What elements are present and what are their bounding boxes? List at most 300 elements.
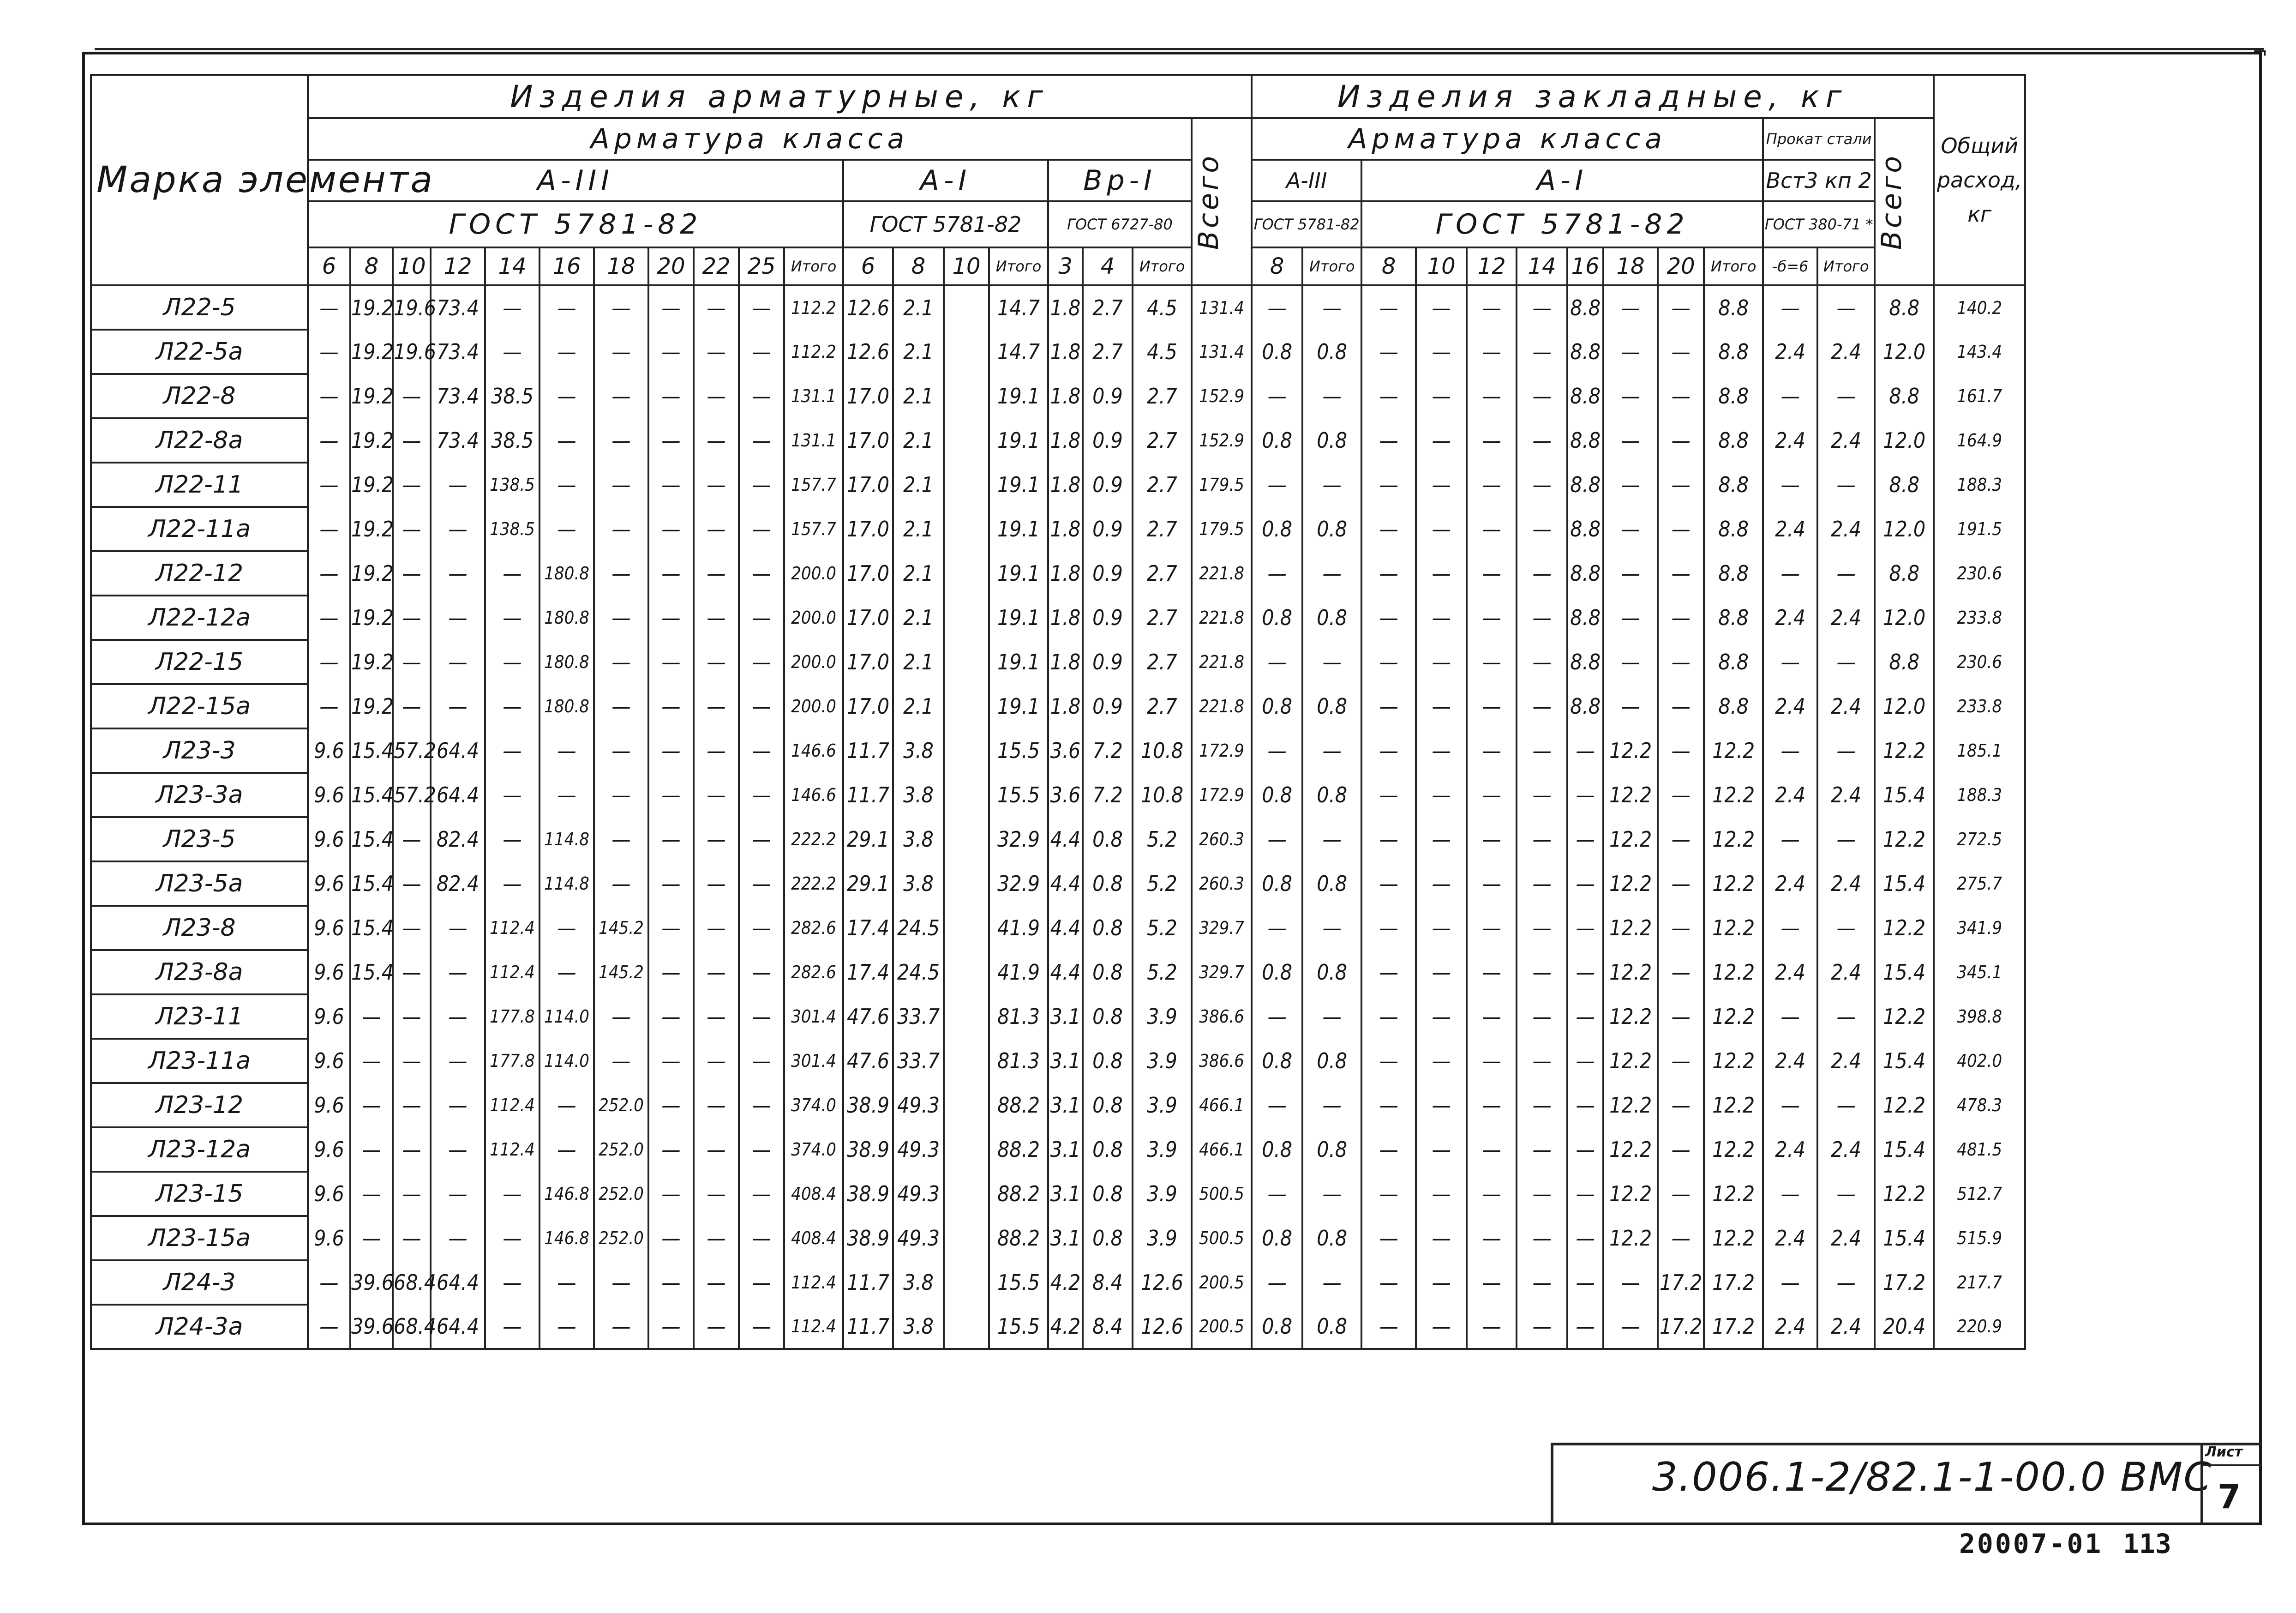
row-mark: Л22-12а [91, 596, 308, 640]
cell-value: — [1763, 994, 1817, 1039]
cell-value: — [1763, 285, 1817, 330]
cell-value: 11.7 [843, 1305, 893, 1349]
cell-value: — [1252, 640, 1302, 684]
cell-value: 2.4 [1763, 773, 1817, 817]
cell-value: — [393, 640, 431, 684]
col-header-arm-bp-4: 4 [1083, 247, 1133, 285]
cell-value: 7.2 [1083, 773, 1133, 817]
cell-value: 12.0 [1875, 596, 1934, 640]
cell-value: — [648, 374, 694, 418]
cell-value: — [485, 1260, 540, 1305]
mark-header: Марка элемента [91, 75, 308, 285]
cell-value: — [1361, 374, 1416, 418]
cell-value: — [1817, 463, 1875, 507]
cell-value: — [350, 1216, 393, 1260]
cell-value: — [694, 640, 739, 684]
cell-value: — [308, 596, 350, 640]
cell-value: 146.6 [784, 773, 843, 817]
cell-value: 3.1 [1048, 1083, 1083, 1127]
cell-value: — [431, 1172, 485, 1216]
cell-value: 8.8 [1567, 285, 1603, 330]
cell-value: 252.0 [594, 1083, 648, 1127]
cell-value: 466.1 [1192, 1083, 1252, 1127]
table-row [91, 418, 2025, 463]
cell-value: 221.8 [1192, 684, 1252, 728]
cell-value: — [393, 817, 431, 861]
table-row [91, 994, 2025, 1039]
cell-value: — [694, 463, 739, 507]
cell-value: 188.3 [1934, 463, 2025, 507]
cell-value: 12.2 [1704, 1127, 1763, 1172]
table-row [91, 1305, 2025, 1349]
cell-value: — [1467, 330, 1517, 374]
cell-value: 4.2 [1048, 1305, 1083, 1349]
cell-value: — [1361, 418, 1416, 463]
cell-value: — [594, 728, 648, 773]
cell-value: — [1567, 994, 1603, 1039]
cell-value: — [393, 551, 431, 596]
cell-value: — [431, 684, 485, 728]
cell-value: 0.8 [1252, 1039, 1302, 1083]
cell-value: 9.6 [308, 773, 350, 817]
cell-value [944, 1305, 989, 1349]
cell-value: 222.2 [784, 861, 843, 906]
cell-value: 12.0 [1875, 330, 1934, 374]
cell-value: 17.0 [843, 374, 893, 418]
cell-value: — [431, 507, 485, 551]
cell-value: 408.4 [784, 1216, 843, 1260]
cell-value: 8.8 [1567, 640, 1603, 684]
cell-value: 73.4 [431, 330, 485, 374]
cell-value: — [431, 950, 485, 994]
cell-value: — [1252, 728, 1302, 773]
cell-value: 15.5 [989, 773, 1048, 817]
row-mark: Л22-15а [91, 684, 308, 728]
cell-value: 8.8 [1704, 463, 1763, 507]
embedded-items-header: Изделия закладные, кг [1252, 75, 1934, 118]
cell-value: 9.6 [308, 1127, 350, 1172]
cell-value: — [694, 773, 739, 817]
cell-value: — [648, 861, 694, 906]
cell-value: — [739, 418, 784, 463]
cell-value: 8.8 [1567, 551, 1603, 596]
cell-value: — [1817, 1083, 1875, 1127]
cell-value: 0.9 [1083, 418, 1133, 463]
cell-value: 15.4 [350, 817, 393, 861]
cell-value: — [739, 1083, 784, 1127]
cell-value: 49.3 [893, 1127, 944, 1172]
cell-value: 2.7 [1133, 640, 1192, 684]
cell-value: — [1361, 906, 1416, 950]
cell-value: — [694, 1127, 739, 1172]
cell-value: — [1517, 463, 1567, 507]
cell-value: 19.6 [393, 330, 431, 374]
col-header-arm-a1-itogo: Итого [989, 247, 1048, 285]
cell-value: — [1817, 906, 1875, 950]
cell-value: — [1517, 551, 1567, 596]
cell-value: 3.9 [1133, 994, 1192, 1039]
cell-value: — [1603, 551, 1658, 596]
cell-value: — [594, 640, 648, 684]
col-header-arm-a3-8: 8 [350, 247, 393, 285]
cell-value: 73.4 [431, 374, 485, 418]
cell-value: — [739, 551, 784, 596]
cell-value [944, 684, 989, 728]
cell-value: 17.0 [843, 418, 893, 463]
cell-value: 9.6 [308, 1172, 350, 1216]
cell-value: — [1658, 463, 1704, 507]
cell-value: 143.4 [1934, 330, 2025, 374]
cell-value: 9.6 [308, 906, 350, 950]
cell-value: 19.2 [350, 596, 393, 640]
cell-value: 2.4 [1763, 1039, 1817, 1083]
cell-value: 0.8 [1302, 950, 1361, 994]
cell-value: 112.4 [784, 1305, 843, 1349]
cell-value: — [540, 773, 594, 817]
cell-value: 4.4 [1048, 906, 1083, 950]
arm-vsego-header: Всего [1192, 118, 1252, 285]
cell-value: — [648, 817, 694, 861]
cell-value: 14.7 [989, 330, 1048, 374]
cell-value: 11.7 [843, 728, 893, 773]
cell-value: 17.2 [1658, 1260, 1704, 1305]
cell-value: 32.9 [989, 817, 1048, 861]
cell-value: — [485, 551, 540, 596]
col-header-arm-bp-3: 3 [1048, 247, 1083, 285]
cell-value: 408.4 [784, 1172, 843, 1216]
cell-value: — [1416, 994, 1467, 1039]
cell-value: — [393, 1083, 431, 1127]
cell-value: — [393, 1172, 431, 1216]
cell-value: 8.8 [1567, 418, 1603, 463]
cell-value: 200.5 [1192, 1305, 1252, 1349]
cell-value: — [648, 640, 694, 684]
cell-value: 57.2 [393, 728, 431, 773]
cell-value: — [648, 994, 694, 1039]
cell-value: — [1467, 418, 1517, 463]
cell-value: — [648, 728, 694, 773]
cell-value: 12.2 [1603, 1127, 1658, 1172]
col-header-arm-a3-20: 20 [648, 247, 694, 285]
cell-value: — [739, 1172, 784, 1216]
cell-value: 185.1 [1934, 728, 2025, 773]
cell-value: 12.6 [1133, 1305, 1192, 1349]
cell-value: — [485, 773, 540, 817]
cell-value: 12.6 [843, 285, 893, 330]
cell-value: — [648, 551, 694, 596]
cell-value: 2.7 [1133, 596, 1192, 640]
cell-value: 20.4 [1875, 1305, 1934, 1349]
cell-value: — [1361, 330, 1416, 374]
cell-value: — [1416, 1083, 1467, 1127]
cell-value: 17.2 [1658, 1305, 1704, 1349]
cell-value: — [1517, 374, 1567, 418]
cell-value: 2.1 [893, 640, 944, 684]
cell-value: — [1658, 418, 1704, 463]
cell-value: 8.8 [1704, 507, 1763, 551]
cell-value: — [431, 1083, 485, 1127]
cell-value: 0.8 [1083, 1127, 1133, 1172]
cell-value: — [694, 861, 739, 906]
cell-value: 3.1 [1048, 1216, 1083, 1260]
cell-value: 15.4 [1875, 773, 1934, 817]
cell-value: 0.8 [1302, 1039, 1361, 1083]
cell-value: 19.1 [989, 551, 1048, 596]
cell-value: 2.7 [1133, 551, 1192, 596]
cell-value: — [594, 1260, 648, 1305]
cell-value [944, 330, 989, 374]
row-mark: Л23-3 [91, 728, 308, 773]
cell-value: 114.8 [540, 817, 594, 861]
cell-value: 172.9 [1192, 728, 1252, 773]
cell-value: — [1252, 1172, 1302, 1216]
cell-value: — [1517, 1083, 1567, 1127]
cell-value: — [1658, 507, 1704, 551]
cell-value: 252.0 [594, 1172, 648, 1216]
cell-value: 0.9 [1083, 596, 1133, 640]
cell-value: 112.4 [485, 950, 540, 994]
table-row [91, 551, 2025, 596]
arm-a3-gost: ГОСТ 5781-82 [308, 201, 843, 247]
cell-value: 2.4 [1817, 1127, 1875, 1172]
cell-value: — [1252, 817, 1302, 861]
cell-value: 329.7 [1192, 950, 1252, 994]
cell-value: — [1467, 1305, 1517, 1349]
cell-value: 260.3 [1192, 861, 1252, 906]
cell-value: — [1517, 1305, 1567, 1349]
row-mark: Л23-3а [91, 773, 308, 817]
cell-value: — [1603, 640, 1658, 684]
cell-value: — [648, 507, 694, 551]
cell-value: 68.4 [393, 1260, 431, 1305]
emb-a1-gost: ГОСТ 5781-82 [1361, 201, 1763, 247]
cell-value: 3.9 [1133, 1216, 1192, 1260]
table-row [91, 773, 2025, 817]
cell-value: 1.8 [1048, 330, 1083, 374]
cell-value: — [1467, 1172, 1517, 1216]
cell-value: — [540, 1083, 594, 1127]
cell-value: — [594, 596, 648, 640]
cell-value: 466.1 [1192, 1127, 1252, 1172]
cell-value: 515.9 [1934, 1216, 2025, 1260]
cell-value: — [1416, 906, 1467, 950]
cell-value [944, 463, 989, 507]
table-row [91, 1039, 2025, 1083]
cell-value: — [1252, 463, 1302, 507]
cell-value: 12.2 [1704, 950, 1763, 994]
table-row [91, 861, 2025, 906]
cell-value [944, 950, 989, 994]
cell-value: 3.8 [893, 773, 944, 817]
cell-value: — [1567, 906, 1603, 950]
cell-value: 0.8 [1083, 861, 1133, 906]
cell-value: — [1416, 507, 1467, 551]
cell-value: — [1467, 374, 1517, 418]
row-mark: Л23-8а [91, 950, 308, 994]
cell-value: 19.2 [350, 374, 393, 418]
cell-value: — [485, 861, 540, 906]
row-mark: Л24-3а [91, 1305, 308, 1349]
cell-value: 11.7 [843, 773, 893, 817]
cell-value: — [485, 1216, 540, 1260]
cell-value: — [1567, 1127, 1603, 1172]
cell-value: 2.1 [893, 418, 944, 463]
emb-a3-header: А-III [1252, 160, 1361, 201]
cell-value: — [1467, 1260, 1517, 1305]
cell-value: — [594, 773, 648, 817]
cell-value: 512.7 [1934, 1172, 2025, 1216]
cell-value: — [1603, 374, 1658, 418]
cell-value: — [594, 330, 648, 374]
cell-value: 12.2 [1704, 861, 1763, 906]
cell-value: 12.6 [843, 330, 893, 374]
cell-value: — [540, 374, 594, 418]
cell-value: — [1658, 684, 1704, 728]
cell-value: 17.0 [843, 640, 893, 684]
cell-value: 177.8 [485, 1039, 540, 1083]
col-header-emb-a1-16: 16 [1567, 247, 1603, 285]
cell-value: 131.1 [784, 374, 843, 418]
cell-value: 145.2 [594, 906, 648, 950]
cell-value: — [1467, 773, 1517, 817]
cell-value [944, 1216, 989, 1260]
cell-value: 9.6 [308, 861, 350, 906]
cell-value: — [1603, 684, 1658, 728]
cell-value: 3.8 [893, 1260, 944, 1305]
cell-value: 12.2 [1603, 861, 1658, 906]
cell-value: — [1517, 773, 1567, 817]
cell-value: — [308, 463, 350, 507]
cell-value: 2.7 [1083, 330, 1133, 374]
cell-value: — [1817, 640, 1875, 684]
cell-value: — [1361, 1083, 1416, 1127]
cell-value: — [1416, 1260, 1467, 1305]
cell-value: 8.8 [1704, 374, 1763, 418]
cell-value: 38.9 [843, 1216, 893, 1260]
cell-value: — [739, 1216, 784, 1260]
cell-value: — [594, 861, 648, 906]
cell-value: 19.1 [989, 507, 1048, 551]
cell-value: — [485, 596, 540, 640]
cell-value: — [1252, 906, 1302, 950]
cell-value: 19.2 [350, 684, 393, 728]
cell-value: 12.2 [1704, 1039, 1763, 1083]
cell-value: 140.2 [1934, 285, 2025, 330]
cell-value: 4.4 [1048, 817, 1083, 861]
cell-value: — [1467, 1083, 1517, 1127]
cell-value: — [1416, 1127, 1467, 1172]
cell-value: 3.8 [893, 817, 944, 861]
cell-value: — [308, 374, 350, 418]
cell-value: 0.8 [1302, 773, 1361, 817]
cell-value: 2.4 [1817, 418, 1875, 463]
cell-value: — [694, 285, 739, 330]
cell-value: 49.3 [893, 1216, 944, 1260]
col-header-arm-a3-itogo: Итого [784, 247, 843, 285]
cell-value: 9.6 [308, 728, 350, 773]
cell-value: 19.2 [350, 330, 393, 374]
cell-value: — [1517, 684, 1567, 728]
cell-value: 19.2 [350, 640, 393, 684]
specification-table [90, 74, 2026, 1414]
cell-value: — [1302, 640, 1361, 684]
cell-value: 3.1 [1048, 1039, 1083, 1083]
cell-value: — [1517, 950, 1567, 994]
cell-value: — [431, 463, 485, 507]
cell-value: 15.5 [989, 728, 1048, 773]
cell-value: — [1361, 1039, 1416, 1083]
cell-value: 15.5 [989, 1305, 1048, 1349]
cell-value: 200.0 [784, 684, 843, 728]
cell-value: 2.4 [1763, 418, 1817, 463]
cell-value: — [739, 285, 784, 330]
cell-value: 180.8 [540, 551, 594, 596]
cell-value: 47.6 [843, 994, 893, 1039]
cell-value: 0.8 [1252, 861, 1302, 906]
cell-value: — [739, 507, 784, 551]
emb-a3-gost: ГОСТ 5781-82 [1252, 201, 1361, 247]
cell-value: 81.3 [989, 1039, 1048, 1083]
row-mark: Л22-15 [91, 640, 308, 684]
cell-value: 112.2 [784, 330, 843, 374]
cell-value: — [648, 1216, 694, 1260]
cell-value: — [1416, 551, 1467, 596]
cell-value: 3.8 [893, 1305, 944, 1349]
cell-value: — [308, 1260, 350, 1305]
cell-value: 275.7 [1934, 861, 2025, 906]
cell-value: — [648, 330, 694, 374]
cell-value: — [648, 1039, 694, 1083]
cell-value: 0.9 [1083, 684, 1133, 728]
cell-value: 8.8 [1704, 596, 1763, 640]
cell-value: — [1467, 507, 1517, 551]
sheet-number: 7 [2218, 1477, 2241, 1516]
cell-value: 4.5 [1133, 285, 1192, 330]
cell-value: — [739, 1039, 784, 1083]
cell-value: — [431, 596, 485, 640]
cell-value: — [393, 994, 431, 1039]
cell-value: — [694, 684, 739, 728]
cell-value: — [485, 1305, 540, 1349]
cell-value: 8.8 [1875, 463, 1934, 507]
cell-value: — [1517, 906, 1567, 950]
table-row [91, 596, 2025, 640]
cell-value: — [1763, 374, 1817, 418]
cell-value: — [1252, 285, 1302, 330]
cell-value: — [648, 773, 694, 817]
cell-value: 8.8 [1875, 551, 1934, 596]
cell-value: 12.2 [1875, 817, 1934, 861]
cell-value: 38.9 [843, 1127, 893, 1172]
cell-value: 8.8 [1567, 374, 1603, 418]
cell-value: 112.4 [485, 906, 540, 950]
cell-value: — [485, 728, 540, 773]
cell-value: 481.5 [1934, 1127, 2025, 1172]
cell-value: — [393, 1039, 431, 1083]
cell-value: 49.3 [893, 1172, 944, 1216]
cell-value: 33.7 [893, 994, 944, 1039]
col-header-arm-a3-16: 16 [540, 247, 594, 285]
cell-value: 64.4 [431, 1260, 485, 1305]
cell-value: 0.8 [1083, 1039, 1133, 1083]
col-header-arm-a1-6: 6 [843, 247, 893, 285]
cell-value: 200.0 [784, 640, 843, 684]
cell-value: — [1517, 640, 1567, 684]
cell-value: — [739, 906, 784, 950]
cell-value: 0.8 [1302, 861, 1361, 906]
cell-value: 3.9 [1133, 1039, 1192, 1083]
cell-value: — [1567, 1305, 1603, 1349]
